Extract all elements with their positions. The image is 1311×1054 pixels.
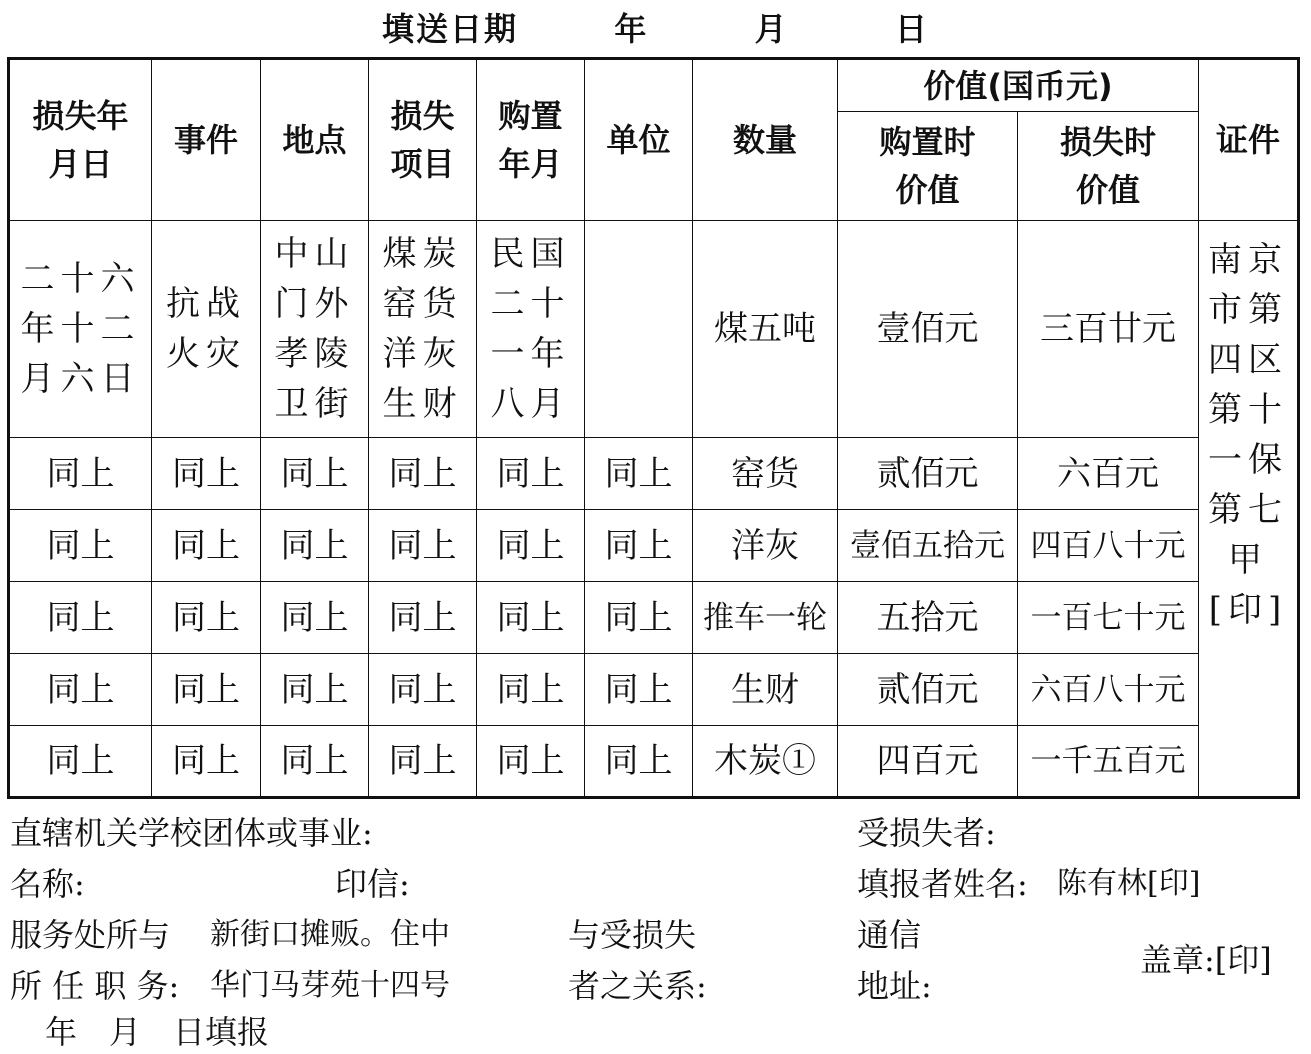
relation-label-2: 者之关系:: [568, 967, 707, 1005]
cell-same: 同上: [369, 654, 477, 726]
table-row: [9, 221, 1299, 438]
cell-same: 同上: [152, 654, 261, 726]
cell-same: 同上: [369, 438, 477, 510]
header-loss-date: 损失年月日: [9, 59, 152, 221]
cell-same: 同上: [477, 726, 585, 798]
loss-table: [7, 57, 1300, 799]
header-item: 损失项目: [369, 59, 477, 221]
table-row: [9, 510, 1299, 582]
cell-value-loss: 六百元: [1018, 438, 1199, 510]
cell-quantity: 洋灰: [693, 510, 838, 582]
header-certificate: 证件: [1199, 59, 1299, 221]
cell-quantity: 生财: [693, 654, 838, 726]
cell-certificate: 南京市第四区第十一保第七甲[印]: [1199, 221, 1299, 798]
reporter-value: 陈有林[印]: [1057, 866, 1201, 901]
address-label-2: 所 任 职 务:: [10, 967, 180, 1005]
date-day: 日: [894, 10, 929, 48]
cell-same: 同上: [152, 510, 261, 582]
header-value-loss: 损失时价值: [1018, 112, 1199, 221]
cell-value-purchase: 贰佰元: [838, 438, 1018, 510]
relation-label-1: 与受损失: [568, 916, 697, 954]
date-label: 填送日期: [382, 10, 519, 48]
cell-quantity: 窑货: [693, 438, 838, 510]
cell-same: 同上: [261, 726, 369, 798]
cell-same: 同上: [9, 654, 152, 726]
cell-value-loss: 一百七十元: [1018, 582, 1199, 654]
cell-same: 同上: [477, 438, 585, 510]
cell-place: 中山门外孝陵卫街: [261, 221, 369, 438]
cell-value-purchase: 壹佰元: [838, 221, 1018, 438]
cell-value-loss: 四百八十元: [1018, 510, 1199, 582]
header-value-group: 价值(国币元): [838, 59, 1199, 112]
header-event: 事件: [152, 59, 261, 221]
cell-unit: [585, 221, 693, 438]
org-label: 直辖机关学校团体或事业:: [10, 814, 373, 852]
table-row: [9, 582, 1299, 654]
cell-same: 同上: [261, 654, 369, 726]
header-unit: 单位: [585, 59, 693, 221]
address-value-1: 新街口摊贩。住中: [210, 917, 450, 952]
table-row: [9, 654, 1299, 726]
header-value-purchase: 购置时价值: [838, 112, 1018, 221]
cell-value-purchase: 四百元: [838, 726, 1018, 798]
cell-same: 同上: [261, 510, 369, 582]
cell-same: 同上: [369, 510, 477, 582]
cell-same: 同上: [9, 510, 152, 582]
table-row: [9, 438, 1299, 510]
cell-value-loss: 六百八十元: [1018, 654, 1199, 726]
cell-same: 同上: [9, 582, 152, 654]
date-year: 年: [614, 10, 649, 48]
cell-same: 同上: [585, 438, 693, 510]
cell-quantity: 煤五吨: [693, 221, 838, 438]
cell-same: 同上: [477, 510, 585, 582]
comm-label: 通信: [857, 916, 922, 954]
reporter-label: 填报者姓名:: [857, 865, 1028, 903]
header-place: 地点: [261, 59, 369, 221]
cell-same: 同上: [585, 726, 693, 798]
cell-loss-date: 二十六年十二月六日: [9, 221, 152, 438]
cell-same: 同上: [152, 582, 261, 654]
cell-value-purchase: 五拾元: [838, 582, 1018, 654]
cell-value-loss: 三百廿元: [1018, 221, 1199, 438]
victim-label: 受损失者:: [857, 814, 996, 852]
date-line: [0, 4, 1311, 50]
cell-quantity: 木炭①: [693, 726, 838, 798]
address-value-2: 华门马芽苑十四号: [210, 968, 450, 1003]
cell-item: 煤炭窑货洋灰生财: [369, 221, 477, 438]
cell-same: 同上: [585, 582, 693, 654]
date-month: 月: [754, 10, 789, 48]
table-row: [9, 726, 1299, 798]
cell-same: 同上: [9, 438, 152, 510]
addr-label: 地址:: [857, 967, 932, 1005]
cell-same: 同上: [369, 582, 477, 654]
cell-same: 同上: [261, 582, 369, 654]
cell-value-purchase: 壹佰五拾元: [838, 510, 1018, 582]
cell-same: 同上: [369, 726, 477, 798]
address-label-1: 服务处所与: [10, 916, 171, 954]
cell-same: 同上: [152, 726, 261, 798]
cell-same: 同上: [152, 438, 261, 510]
cell-value-loss: 一千五百元: [1018, 726, 1199, 798]
cell-quantity: 推车一轮: [693, 582, 838, 654]
cell-value-purchase: 贰佰元: [838, 654, 1018, 726]
cell-event: 抗战火灾: [152, 221, 261, 438]
name-label: 名称:: [10, 865, 85, 903]
cell-purchase-date: 民国二十一年八月: [477, 221, 585, 438]
cell-same: 同上: [477, 582, 585, 654]
cell-same: 同上: [9, 726, 152, 798]
cell-same: 同上: [477, 654, 585, 726]
seal-label: 印信:: [335, 865, 410, 903]
header-purchase-date: 购置年月: [477, 59, 585, 221]
cell-same: 同上: [585, 510, 693, 582]
fill-date: 年 月 日填报: [45, 1013, 270, 1051]
header-quantity: 数量: [693, 59, 838, 221]
cell-same: 同上: [261, 438, 369, 510]
header-row-1: [9, 59, 1299, 112]
stamp-label: 盖章:[印]: [1140, 941, 1272, 979]
cell-same: 同上: [585, 654, 693, 726]
